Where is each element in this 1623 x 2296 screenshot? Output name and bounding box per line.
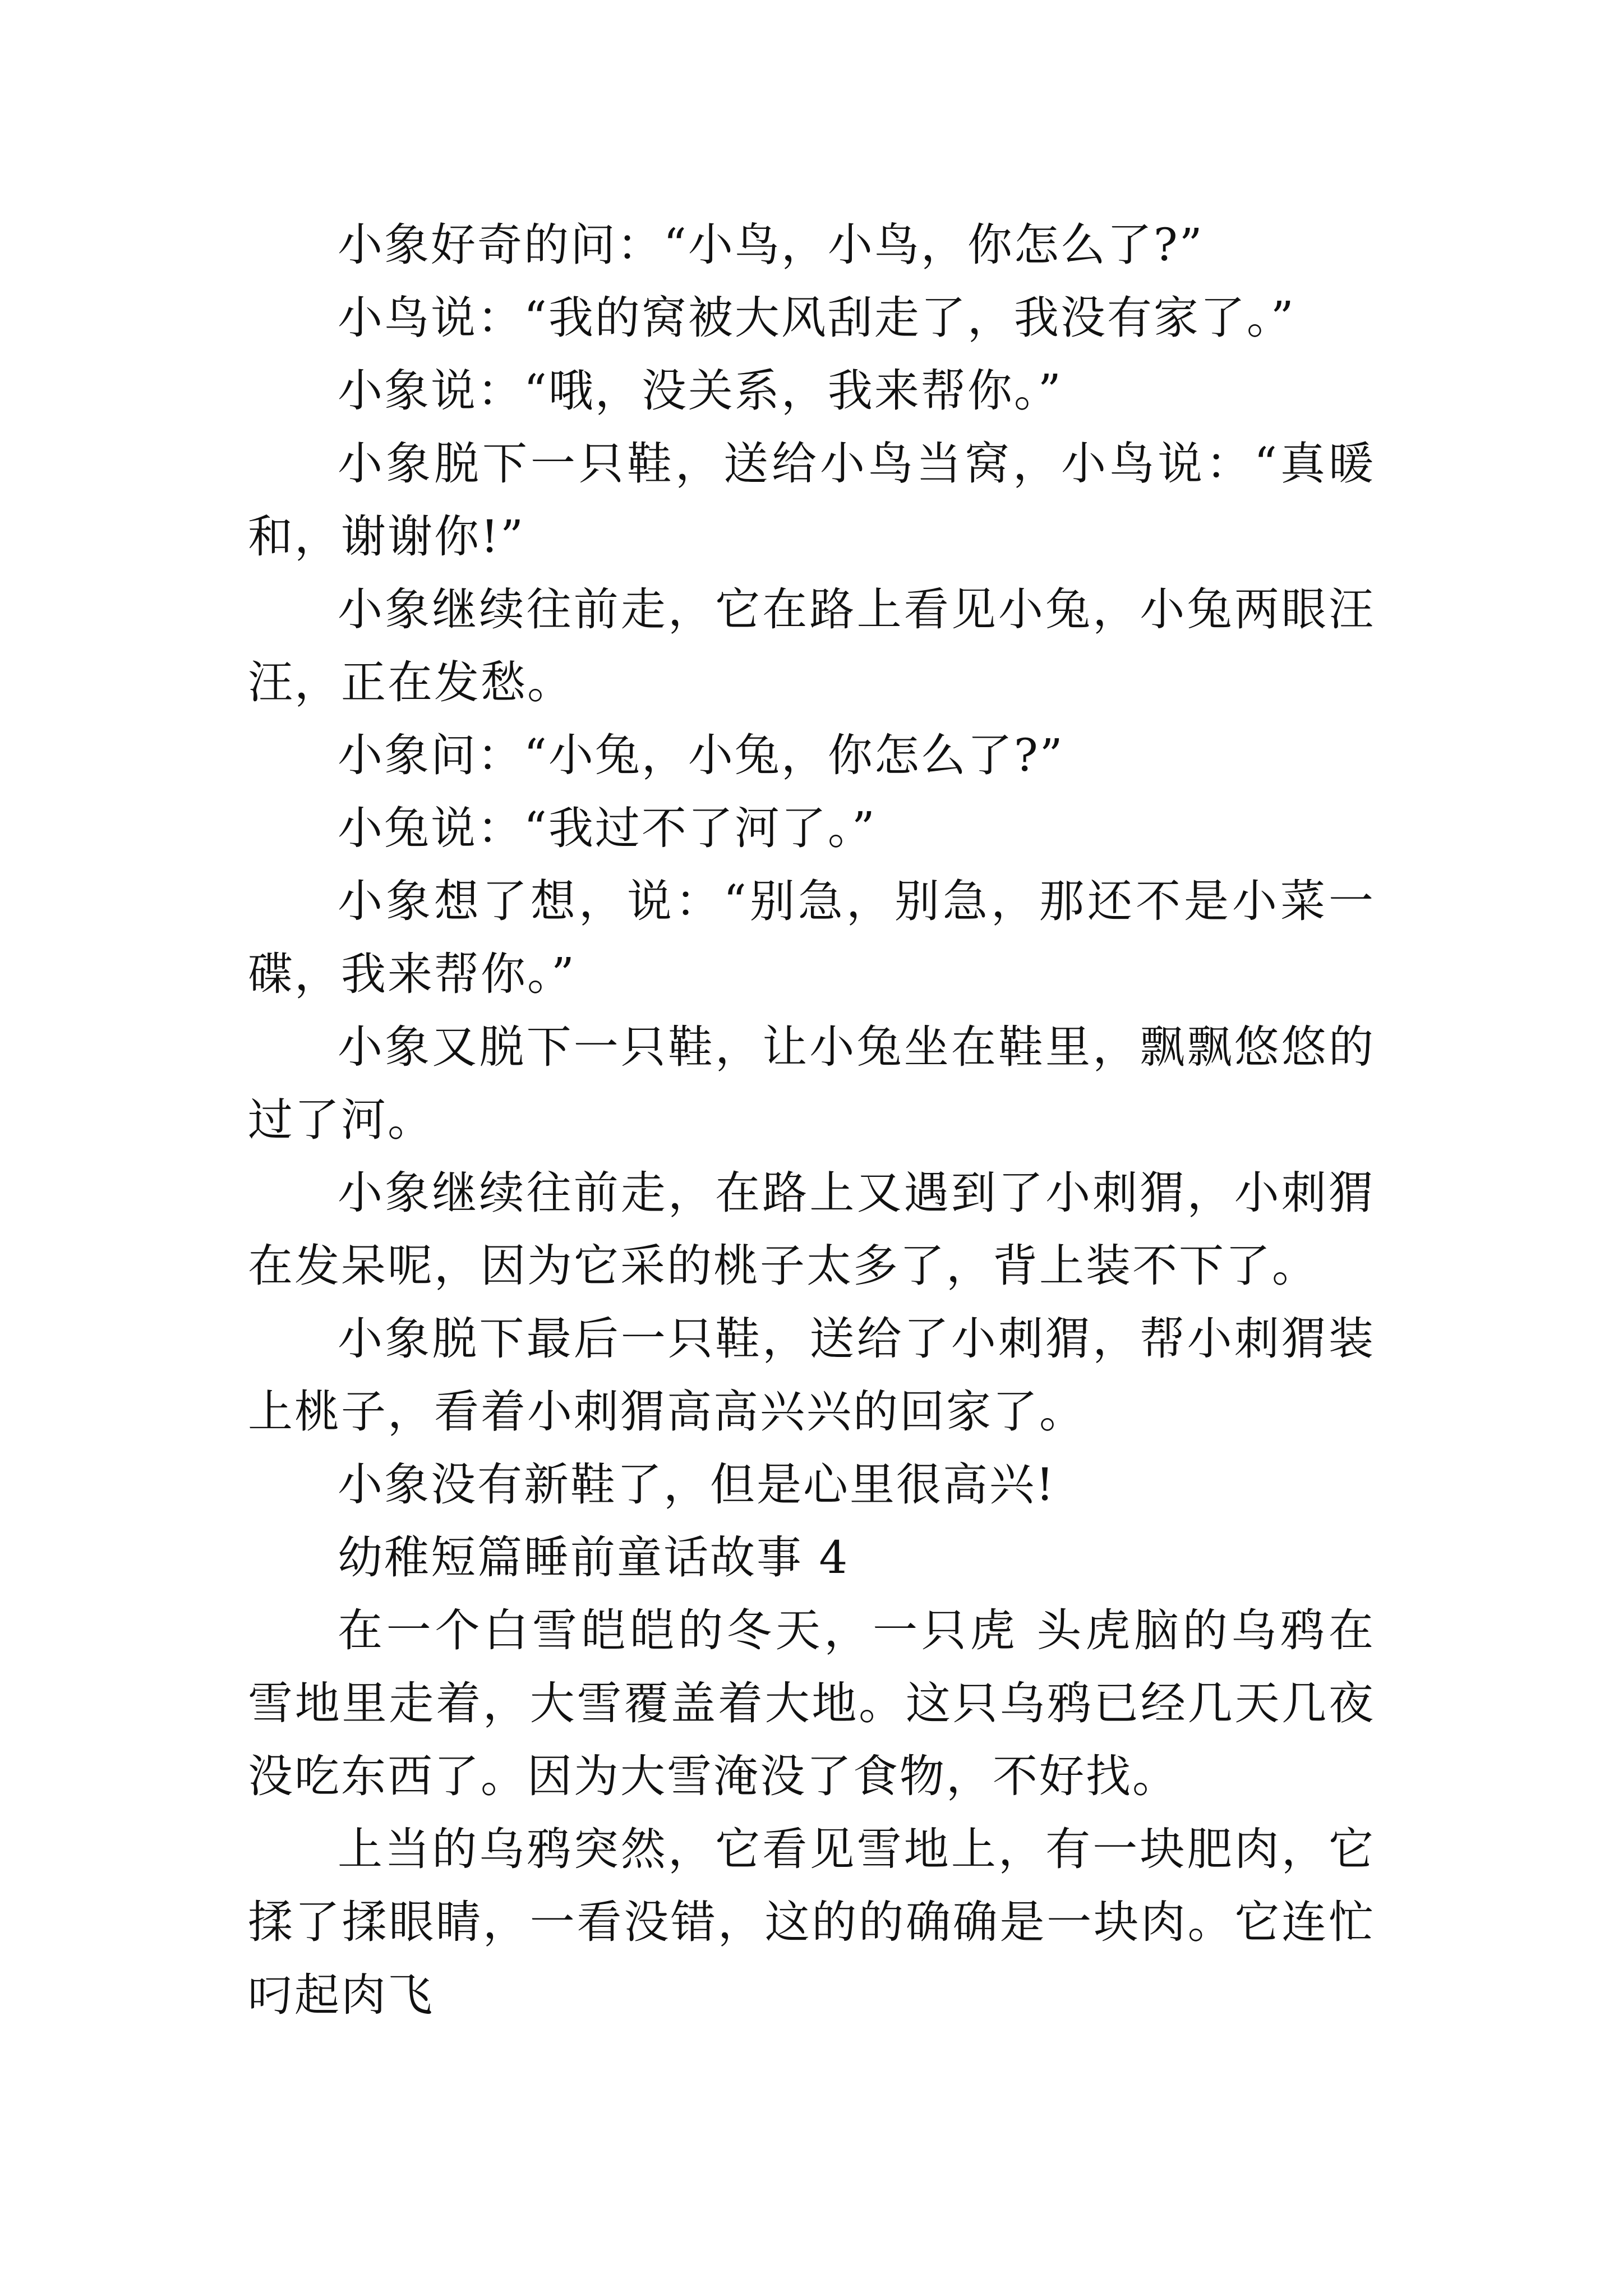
paragraph: 小象脱下最后一只鞋，送给了小刺猬，帮小刺猬装上桃子，看着小刺猬高高兴兴的回家了。 bbox=[248, 1313, 1375, 1438]
section-heading: 幼稚短篇睡前童话故事 4 bbox=[338, 1531, 850, 1584]
paragraph: 在一个白雪皑皑的冬天，一只虎 头虎脑的乌鸦在雪地里走着，大雪覆盖着大地。这只乌鸦已经几天几夜没吃东西了。因为大雪淹没了食物，不好找。 bbox=[248, 1604, 1375, 1802]
paragraph: 小象又脱下一只鞋，让小兔坐在鞋里，飘飘悠悠的过了河。 bbox=[248, 1021, 1375, 1146]
paragraph: 小象继续往前走，在路上又遇到了小刺猬，小刺猬在发呆呢，因为它采的桃子太多了，背上装不下了。 bbox=[248, 1167, 1375, 1292]
paragraph: 小象说：“哦，没关系，我来帮你。” bbox=[338, 365, 1063, 417]
paragraph: 小象继续往前走，它在路上看见小兔，小兔两眼汪汪，正在发愁。 bbox=[248, 583, 1375, 708]
paragraph: 小象好奇的问：“小鸟，小鸟，你怎么了?” bbox=[338, 219, 1204, 271]
document-body bbox=[248, 209, 1375, 2032]
paragraph: 小象问：“小兔，小兔，你怎么了?” bbox=[338, 729, 1064, 781]
paragraph: 小象想了想，说：“别急，别急，那还不是小菜一碟，我来帮你。” bbox=[248, 875, 1375, 1000]
paragraph: 小象脱下一只鞋，送给小鸟当窝，小鸟说：“真暖和，谢谢你!” bbox=[248, 438, 1375, 563]
paragraph: 小象没有新鞋了，但是心里很高兴! bbox=[338, 1458, 1056, 1511]
paragraph: 小兔说：“我过不了河了。” bbox=[338, 802, 877, 854]
paragraph: 小鸟说：“我的窝被大风刮走了，我没有家了。” bbox=[338, 292, 1295, 344]
paragraph: 上当的乌鸦突然，它看见雪地上，有一块肥肉，它揉了揉眼睛，一看没错，这的的确确是一块肉。它连忙叼起肉飞 bbox=[248, 1823, 1375, 2021]
